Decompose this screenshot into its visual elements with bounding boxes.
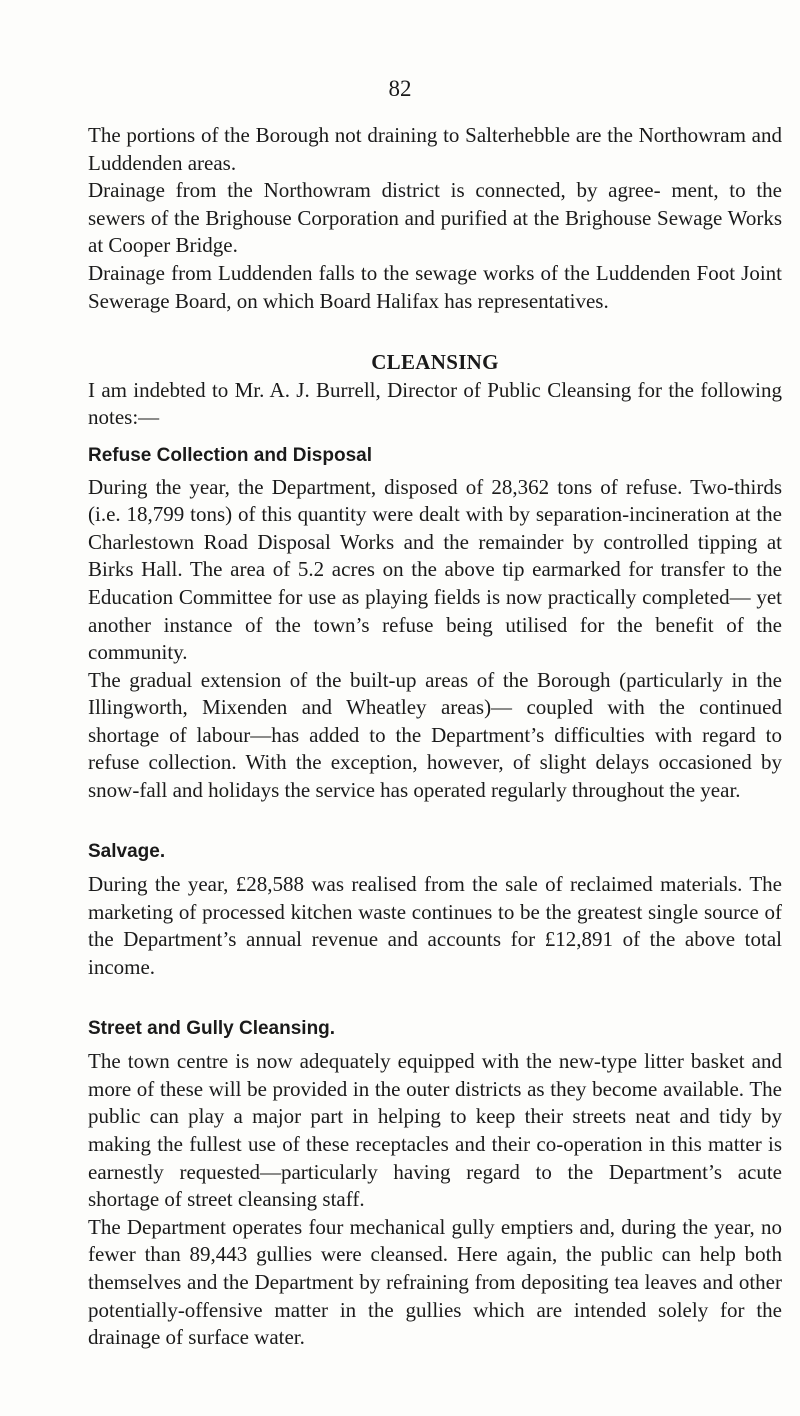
refuse-paragraph-1: During the year, the Department, disposed of 28,362 tons of refuse. Two-thirds (i.e. 18,799 tons) of this quantity were dealt with by separation-incineration at the Charlestown Road Disposal Works and the remainder by controlled tipping at Birks Hall. The area of 5.2 acres on the above tip earmarked for transfer to the Education Committee for use as playing fields is now practically completed— yet another instance of the town’s refuse being utilised for the benefit of the community. [88, 474, 782, 665]
cleansing-heading: CLEANSING [371, 350, 499, 375]
page-number: 82 [388, 76, 412, 101]
salvage-heading: Salvage. [88, 840, 166, 862]
refuse-heading: Refuse Collection and Disposal [88, 444, 372, 466]
intro-paragraph-2: Drainage from the Northowram district is connected, by agree- ment, to the sewers of the Brighouse Corporation and purified at the Brighouse Sewage Works at Cooper Bridge. [88, 178, 782, 258]
street-heading: Street and Gully Cleansing. [88, 1017, 336, 1039]
page-content [88, 122, 782, 1352]
street-paragraph-2: The Department operates four mechanical gully emptiers and, during the year, no fewer than 89,443 gullies were cleansed. Here again, the public can help both themselves and the Department by refraining from depositing tea leaves and other potentially-offensive matter in the gullies which are intended solely for the drainage of surface water. [88, 1214, 782, 1350]
refuse-paragraph-2: The gradual extension of the built-up areas of the Borough (particularly in the Illingworth, Mixenden and Wheatley areas)— coupled with the continued shortage of labour—has added to the Department’s difficulties with regard to refuse collection. With the exception, however, of slight delays occasioned by snow-fall and holidays the service has operated regularly throughout the year. [88, 667, 782, 803]
intro-paragraph-1: The portions of the Borough not draining to Salterhebble are the Northowram and Luddenden areas. [88, 123, 782, 175]
cleansing-intro: I am indebted to Mr. A. J. Burrell, Director of Public Cleansing for the following notes:— [88, 377, 782, 430]
intro-paragraph-3: Drainage from Luddenden falls to the sewage works of the Luddenden Foot Joint Sewerage Board, on which Board Halifax has representatives. [88, 260, 782, 313]
salvage-paragraph-1: During the year, £28,588 was realised from the sale of reclaimed materials. The marketing of processed kitchen waste continues to be the greatest single source of the Department’s annual revenue and accounts for £12,891 of the above total income. [88, 872, 782, 980]
street-paragraph-1: The town centre is now adequately equipped with the new-type litter basket and more of these will be provided in the outer districts as they become available. The public can play a major part in helping to keep their streets neat and tidy by making the fullest use of these receptacles and their co-operation in this matter is earnestly requested—particularly having regard to the Department’s acute shortage of street cleansing staff. [88, 1049, 782, 1212]
